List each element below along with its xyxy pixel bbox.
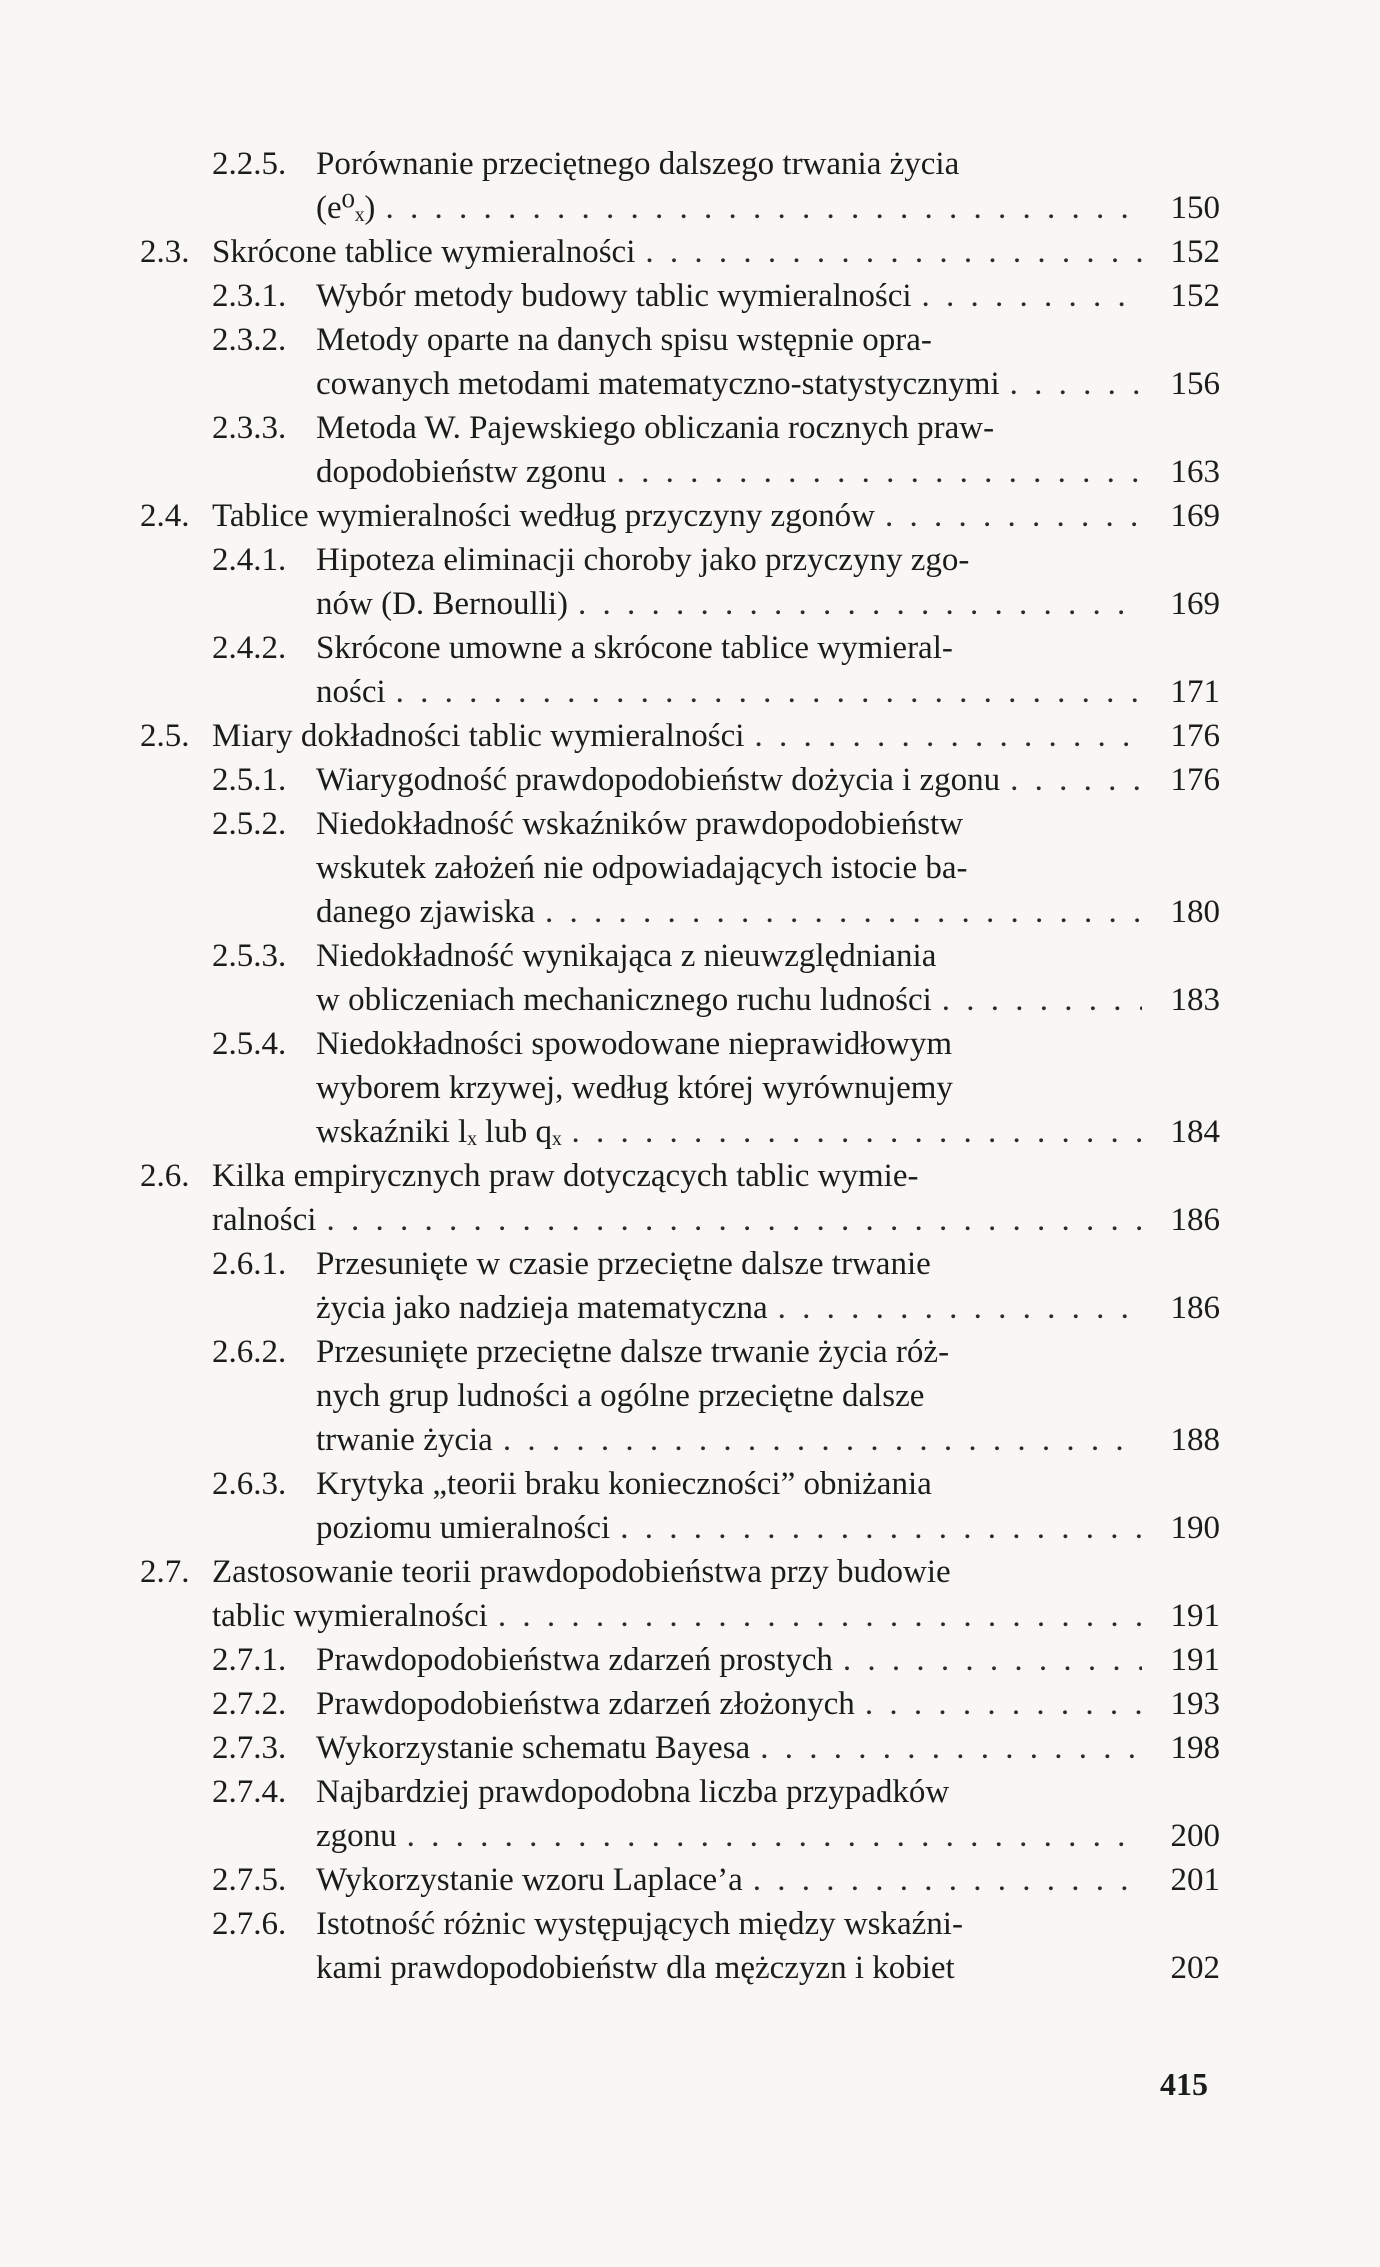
toc-entry-title-line: Niedokładności spowodowane nieprawidłowym (316, 1026, 953, 1062)
toc-entry-title-line: Prawdopodobieństwa zdarzeń prostych (316, 1642, 833, 1678)
dot-leader (407, 1814, 1142, 1858)
toc-entry-title (316, 802, 1220, 934)
toc-entry-page: 200 (1170, 1818, 1220, 1854)
toc-entry-title-line: danego zjawiska (316, 894, 535, 930)
dot-leader (620, 1506, 1142, 1550)
toc-entry-title-line: Zastosowanie teorii prawdopodobieństwa przy budowie (212, 1554, 951, 1590)
toc-entry-title (316, 1858, 1220, 1902)
toc-entry-title (316, 1682, 1220, 1726)
toc-entry-title (316, 1726, 1220, 1770)
toc-entry-number: 2.6.3. (212, 1466, 287, 1502)
toc-entry-page: 202 (1170, 1950, 1220, 1986)
toc-entry (140, 1858, 1220, 1902)
toc-entry-page: 201 (1170, 1862, 1220, 1898)
toc-entry (140, 1550, 1220, 1638)
toc-entry-title (316, 1330, 1220, 1462)
toc-entry-title-line: Krytyka „teorii braku konieczności” obniżania (316, 1466, 932, 1502)
toc-entry-number: 2.5.4. (212, 1026, 287, 1062)
toc-entry (140, 934, 1220, 1022)
dot-leader (498, 1594, 1142, 1638)
dot-leader (754, 714, 1142, 758)
toc-entry-title-line: Wykorzystanie schematu Bayesa (316, 1730, 751, 1766)
toc-entry-page: 169 (1170, 586, 1220, 622)
toc-entry-page: 188 (1170, 1422, 1220, 1458)
dot-leader (778, 1286, 1142, 1330)
toc-entry-title-line: Prawdopodobieństwa zdarzeń złożonych (316, 1686, 855, 1722)
toc-entry (140, 1330, 1220, 1462)
toc-entry-title-line: Tablice wymieralności według przyczyny zgonów (212, 498, 875, 534)
dot-leader (942, 978, 1142, 1022)
toc-entry-title-line: ności (316, 674, 386, 710)
dot-leader (1010, 362, 1142, 406)
toc-entry-number: 2.5.3. (212, 938, 287, 974)
toc-entry-number: 2.7.3. (212, 1730, 287, 1766)
toc-entry-title-line: Najbardziej prawdopodobna liczba przypadków (316, 1774, 950, 1810)
toc-entry (140, 274, 1220, 318)
toc-entry (140, 758, 1220, 802)
toc-entry-title (316, 142, 1220, 230)
table-of-contents (140, 142, 1220, 1990)
toc-entry (140, 1638, 1220, 1682)
toc-entry-page: 186 (1170, 1290, 1220, 1326)
toc-entry-number: 2.7.1. (212, 1642, 287, 1678)
toc-entry-number: 2.3.2. (212, 322, 287, 358)
toc-entry (140, 230, 1220, 274)
toc-entry-page: 198 (1170, 1730, 1220, 1766)
toc-entry-number: 2.2.5. (212, 146, 287, 182)
toc-entry-title-line: Niedokładność wynikająca z nieuwzględniania (316, 938, 937, 974)
toc-entry-title-line: zgonu (316, 1818, 397, 1854)
toc-entry-title-line: Kilka empirycznych praw dotyczących tablic wymie- (212, 1158, 919, 1194)
toc-entry-title (212, 714, 1220, 758)
toc-entry (140, 1022, 1220, 1154)
toc-entry-number: 2.4.1. (212, 542, 287, 578)
toc-entry (140, 1726, 1220, 1770)
toc-entry-title-line: Wiarygodność prawdopodobieństw dożycia i zgonu (316, 762, 1001, 798)
toc-entry-page: 180 (1170, 894, 1220, 930)
dot-leader (922, 274, 1142, 318)
toc-entry-page: 152 (1170, 234, 1220, 270)
toc-entry-title-line: wskutek założeń nie odpowiadających istocie ba- (316, 850, 968, 886)
toc-entry (140, 714, 1220, 758)
toc-entry-title-line: Hipoteza eliminacji choroby jako przyczyny zgo- (316, 542, 970, 578)
toc-entry (140, 1902, 1220, 1990)
toc-entry-number: 2.5.2. (212, 806, 287, 842)
toc-entry-page: 193 (1170, 1686, 1220, 1722)
dot-leader (396, 670, 1142, 714)
toc-entry-title-line: wskaźniki lₓ lub qₓ (316, 1114, 562, 1150)
toc-entry-title-line: Miary dokładności tablic wymieralności (212, 718, 745, 754)
toc-entry-page: 184 (1170, 1114, 1220, 1150)
toc-entry-number: 2.7.4. (212, 1774, 287, 1810)
toc-entry-page: 183 (1170, 982, 1220, 1018)
toc-entry-title-line: Przesunięte w czasie przeciętne dalsze trwanie (316, 1246, 931, 1282)
toc-entry-page: 169 (1170, 498, 1220, 534)
toc-entry (140, 1242, 1220, 1330)
dot-leader (843, 1638, 1142, 1682)
toc-entry-number: 2.7.2. (212, 1686, 287, 1722)
toc-entry-number: 2.7.5. (212, 1862, 287, 1898)
page-number: 415 (1160, 2066, 1208, 2102)
toc-entry-title-line: Metoda W. Pajewskiego obliczania rocznych praw- (316, 410, 995, 446)
toc-entry-title-line: Wykorzystanie wzoru Laplace’a (316, 1862, 743, 1898)
toc-entry-title-line: życia jako nadzieja matematyczna (316, 1290, 768, 1326)
toc-entry-title-line: wyborem krzywej, według której wyrównujemy (316, 1070, 953, 1106)
toc-entry-number: 2.4. (140, 498, 190, 534)
toc-entry-title (316, 274, 1220, 318)
toc-entry-title-line: tablic wymieralności (212, 1598, 488, 1634)
toc-entry-number: 2.3. (140, 234, 190, 270)
toc-entry (140, 1462, 1220, 1550)
toc-entry (140, 1154, 1220, 1242)
toc-entry-title-line: dopodobieństw zgonu (316, 454, 607, 490)
dot-leader (760, 1726, 1142, 1770)
toc-entry-title (316, 1638, 1220, 1682)
dot-leader (545, 890, 1142, 934)
toc-entry-title-line: Niedokładność wskaźników prawdopodobieństw (316, 806, 964, 842)
toc-entry-title (316, 1022, 1220, 1154)
toc-entry-title (316, 1242, 1220, 1330)
toc-entry-number: 2.6.1. (212, 1246, 287, 1282)
toc-entry-title-line: w obliczeniach mechanicznego ruchu ludności (316, 982, 932, 1018)
toc-entry-number: 2.7.6. (212, 1906, 287, 1942)
toc-entry (140, 318, 1220, 406)
toc-entry (140, 802, 1220, 934)
dot-leader (503, 1418, 1142, 1462)
toc-entry-title-line: cowanych metodami matematyczno-statystycznymi (316, 366, 1000, 402)
toc-entry-title (212, 230, 1220, 274)
toc-entry (140, 142, 1220, 230)
toc-entry-title-line: Wybór metody budowy tablic wymieralności (316, 278, 912, 314)
toc-entry-title (316, 318, 1220, 406)
toc-entry-page: 176 (1170, 718, 1220, 754)
toc-entry (140, 406, 1220, 494)
toc-entry-title (316, 1462, 1220, 1550)
toc-entry-page: 163 (1170, 454, 1220, 490)
dot-leader (385, 186, 1142, 230)
toc-entry-page: 176 (1170, 762, 1220, 798)
dot-leader (753, 1858, 1142, 1902)
toc-entry-title-line: Metody oparte na danych spisu wstępnie opra- (316, 322, 932, 358)
toc-entry-page: 152 (1170, 278, 1220, 314)
dot-leader (1010, 758, 1142, 802)
toc-entry (140, 494, 1220, 538)
toc-entry-title-line: Istotność różnic występujących między wskaźni- (316, 1906, 963, 1942)
toc-entry-page: 150 (1170, 190, 1220, 226)
toc-entry-title-line: trwanie życia (316, 1422, 493, 1458)
toc-entry (140, 1770, 1220, 1858)
toc-entry-page: 186 (1170, 1202, 1220, 1238)
dot-leader (326, 1198, 1142, 1242)
toc-entry-title-line: nów (D. Bernoulli) (316, 586, 569, 622)
dot-leader (572, 1110, 1142, 1154)
toc-entry-title (316, 1770, 1220, 1858)
toc-entry-number: 2.5.1. (212, 762, 287, 798)
toc-entry-title (316, 538, 1220, 626)
toc-entry-number: 2.6.2. (212, 1334, 287, 1370)
toc-entry-title-line: Skrócone tablice wymieralności (212, 234, 636, 270)
toc-entry-title-line: Porównanie przeciętnego dalszego trwania życia (316, 146, 960, 182)
dot-leader (578, 582, 1142, 626)
toc-entry-title (316, 406, 1220, 494)
dot-leader (645, 230, 1142, 274)
toc-entry (140, 538, 1220, 626)
toc-entry-number: 2.3.1. (212, 278, 287, 314)
toc-entry-title (316, 758, 1220, 802)
dot-leader (865, 1682, 1142, 1726)
toc-entry-page: 171 (1170, 674, 1220, 710)
toc-entry-title-line: ralności (212, 1202, 317, 1238)
toc-entry-number: 2.4.2. (212, 630, 287, 666)
toc-entry-title-line: Przesunięte przeciętne dalsze trwanie życia róż- (316, 1334, 950, 1370)
toc-entry-title-line: Skrócone umowne a skrócone tablice wymieral- (316, 630, 953, 666)
toc-entry-title (316, 934, 1220, 1022)
toc-entry-number: 2.3.3. (212, 410, 287, 446)
toc-entry-title (212, 494, 1220, 538)
toc-entry-title (316, 626, 1220, 714)
toc-entry-title (316, 1902, 1220, 1990)
toc-entry-title-line: nych grup ludności a ogólne przeciętne dalsze (316, 1378, 925, 1414)
toc-entry-number: 2.6. (140, 1158, 190, 1194)
dot-leader (617, 450, 1142, 494)
toc-entry-title-line: poziomu umieralności (316, 1510, 611, 1546)
toc-entry-number: 2.7. (140, 1554, 190, 1590)
toc-entry-page: 191 (1170, 1642, 1220, 1678)
toc-entry-title-line: (e⁰ₓ) (316, 190, 376, 226)
toc-entry-page: 191 (1170, 1598, 1220, 1634)
dot-leader (885, 494, 1142, 538)
toc-entry-page: 156 (1170, 366, 1220, 402)
toc-entry (140, 1682, 1220, 1726)
toc-entry-title-line: kami prawdopodobieństw dla mężczyzn i kobiet (316, 1950, 955, 1986)
toc-entry-number: 2.5. (140, 718, 190, 754)
toc-entry (140, 626, 1220, 714)
toc-entry-title (212, 1154, 1220, 1242)
toc-entry-title (212, 1550, 1220, 1638)
toc-entry-page: 190 (1170, 1510, 1220, 1546)
